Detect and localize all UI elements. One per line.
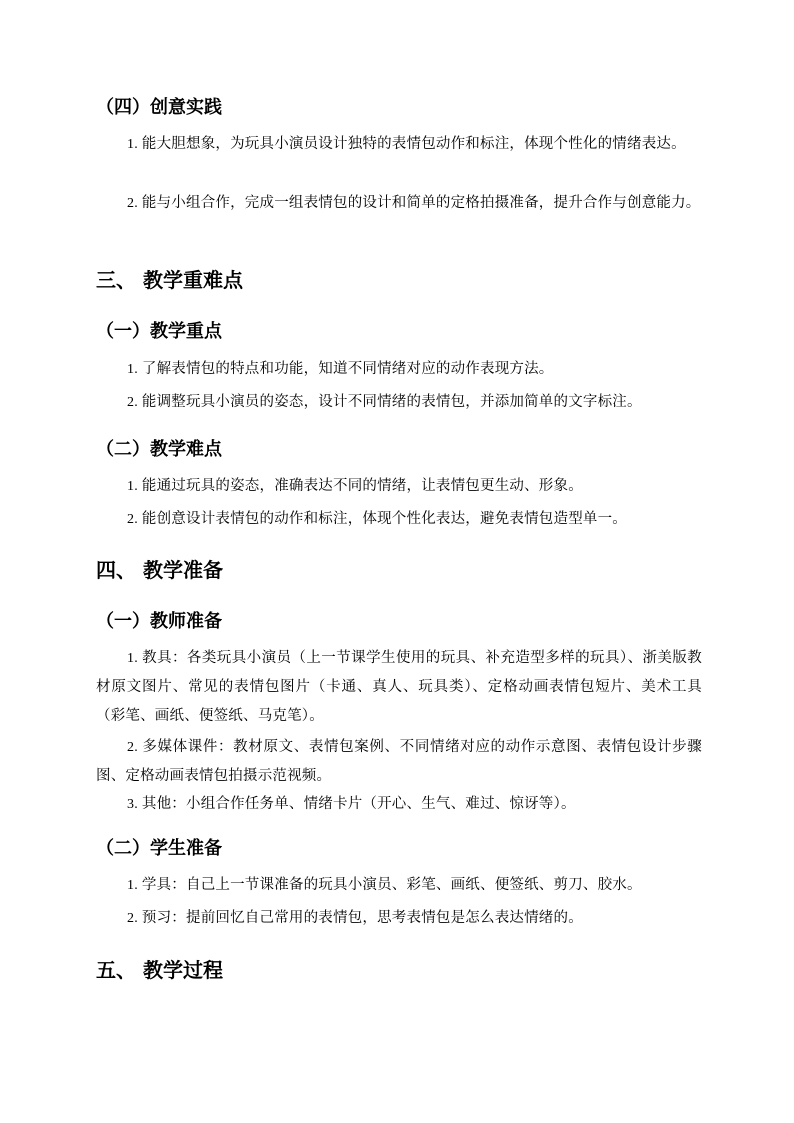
chapter-heading-preparation: 四、 教学准备: [96, 558, 223, 582]
item-number: 2.: [127, 911, 138, 926]
item-number: 2.: [127, 512, 138, 527]
item-number: 1.: [127, 479, 138, 494]
list-item: [96, 189, 702, 218]
item-number: 1.: [127, 878, 138, 893]
list-item: [96, 388, 702, 417]
item-number: 2.: [127, 196, 138, 211]
section-heading-key-points: （一）教学重点: [96, 321, 222, 342]
item-text: 能调整玩具小演员的姿态，设计不同情绪的表情包，并添加简单的文字标注。: [141, 394, 642, 410]
item-text: 能与小组合作，完成一组表情包的设计和简单的定格拍摄准备，提升合作与创意能力。: [141, 195, 701, 211]
list-item: [96, 355, 702, 384]
list-item: [96, 644, 702, 731]
item-text: 能大胆想象，为玩具小演员设计独特的表情包动作和标注，体现个性化的情绪表达。: [141, 136, 686, 152]
item-number: 1.: [127, 137, 138, 152]
section-heading-difficult-points: （二）教学难点: [96, 439, 222, 460]
list-item: [96, 790, 702, 819]
item-number: 1.: [127, 362, 138, 377]
item-number: 2.: [127, 740, 138, 755]
item-text: 其他：小组合作任务单、情绪卡片（开心、生气、难过、惊讶等）。: [141, 796, 576, 812]
item-number: 1.: [127, 651, 138, 666]
item-text: 预习：提前回忆自己常用的表情包，思考表情包是怎么表达情绪的。: [141, 910, 583, 926]
list-item: [96, 130, 702, 159]
item-text: 了解表情包的特点和功能，知道不同情绪对应的动作表现方法。: [141, 361, 554, 377]
chapter-heading-key-difficult: 三、 教学重难点: [96, 268, 243, 292]
list-item: [96, 871, 702, 900]
item-text: 能通过玩具的姿态，准确表达不同的情绪，让表情包更生动、形象。: [141, 478, 583, 494]
item-text: 教具：各类玩具小演员（上一节课学生使用的玩具、补充造型多样的玩具）、浙美版教材原文图片、常见的表情包图片（卡通、真人、玩具类）、定格动画表情包短片、美术工具（彩笔、画纸、便签纸、马克笔）。: [96, 650, 702, 724]
list-item: [96, 904, 702, 933]
item-number: 2.: [127, 395, 138, 410]
section-heading-creative-practice: （四）创意实践: [96, 97, 222, 118]
item-number: 3.: [127, 797, 138, 812]
list-item: [96, 733, 702, 791]
section-heading-student-preparation: （二）学生准备: [96, 838, 222, 859]
item-text: 能创意设计表情包的动作和标注，体现个性化表达，避免表情包造型单一。: [141, 511, 628, 527]
chapter-heading-process: 五、 教学过程: [96, 958, 223, 982]
list-item: [96, 472, 702, 501]
list-item: [96, 505, 702, 534]
item-text: 学具：自己上一节课准备的玩具小演员、彩笔、画纸、便签纸、剪刀、胶水。: [141, 877, 642, 893]
section-heading-teacher-preparation: （一）教师准备: [96, 611, 222, 632]
item-text: 多媒体课件：教材原文、表情包案例、不同情绪对应的动作示意图、表情包设计步骤图、定格动画表情包拍摄示范视频。: [96, 739, 702, 784]
